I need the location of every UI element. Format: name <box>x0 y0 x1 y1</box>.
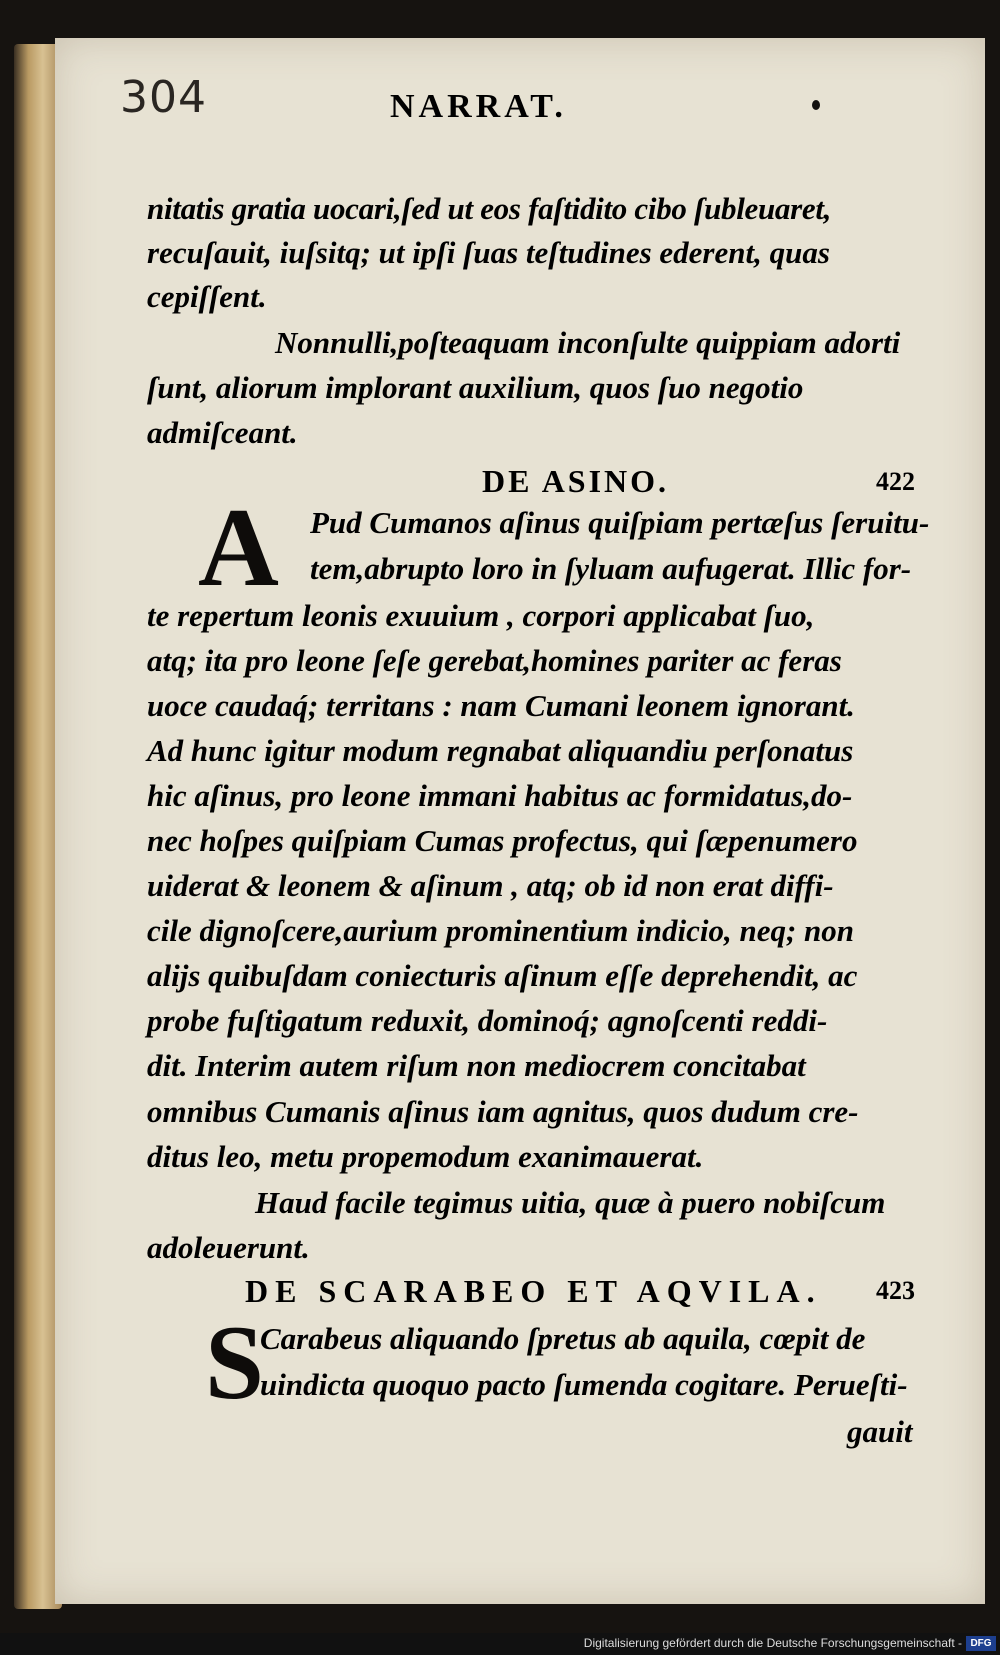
text-line: cile dignoſcere,aurium prominentium indicio, neq; non <box>147 913 855 948</box>
fable-number: 423 <box>876 1276 915 1305</box>
handwritten-page-number: 304 <box>120 72 207 123</box>
text-line: Nonnulli,poſteaquam inconſulte quippiam adorti <box>275 325 901 360</box>
text-line: te repertum leonis exuuium , corpori applicabat ſuo, <box>147 598 815 633</box>
text-line: recuſauit, iuſsitq; ut ipſi ſuas teſtudines ederent, quas <box>147 235 830 270</box>
text-line: ſunt, aliorum implorant auxilium, quos ſuo negotio <box>147 370 804 405</box>
text-line: admiſceant. <box>147 415 298 450</box>
text-line: uindicta quoquo pacto ſumenda cogitare. Perueſti- <box>260 1367 908 1402</box>
text-line: uoce caudaq́; territans : nam Cumani leonem ignorant. <box>147 688 855 723</box>
text-line: alijs quibuſdam coniecturis aſinum eſſe deprehendit, ac <box>147 958 858 993</box>
text-line: cepiſſent. <box>147 279 267 314</box>
text-line: hic aſinus, pro leone immani habitus ac formidatus,do- <box>147 778 853 813</box>
text-line: adoleuerunt. <box>147 1230 310 1265</box>
section-heading-de-scarabeo: DE SCARABEO ET AQVILA. <box>245 1273 822 1309</box>
text-line: omnibus Cumanis aſinus iam agnitus, quos dudum cre- <box>147 1094 859 1129</box>
section-heading-de-asino: DE ASINO. <box>482 463 670 499</box>
drop-cap-initial: A <box>198 486 279 610</box>
fable-number: 422 <box>876 467 915 496</box>
funding-notice: Digitalisierung gefördert durch die Deutsche Forschungsgemeinschaft - <box>583 1636 962 1650</box>
catchword: gauit <box>847 1414 913 1449</box>
text-line: Pud Cumanos aſinus quiſpiam pertæſus ſeruitu- <box>310 505 930 540</box>
text-line: tem,abrupto loro in ſyluam aufugerat. Illic for- <box>310 551 912 586</box>
running-head: NARRAT. <box>390 88 567 125</box>
text-line: nec hoſpes quiſpiam Cumas profectus, qui ſæpenumero <box>147 823 858 858</box>
text-line: atq; ita pro leone ſeſe gerebat,homines pariter ac feras <box>147 643 842 678</box>
text-line: Ad hunc igitur modum regnabat aliquandiu perſonatus <box>147 733 854 768</box>
text-line: Carabeus aliquando ſpretus ab aquila, cœpit de <box>260 1321 866 1356</box>
text-line: dit. Interim autem riſum non mediocrem concitabat <box>147 1048 806 1083</box>
text-line: ditus leo, metu propemodum exanimauerat. <box>147 1139 704 1174</box>
text-line: probe fuſtigatum reduxit, dominoq́; agnoſcenti reddi- <box>147 1003 828 1038</box>
text-line: Haud facile tegimus uitia, quæ à puero nobiſcum <box>255 1185 886 1220</box>
dfg-logo: DFG <box>966 1636 996 1651</box>
ink-dot <box>812 100 820 110</box>
drop-cap-initial: S <box>205 1304 264 1421</box>
text-line: nitatis gratia uocari,ſed ut eos faſtidito cibo ſubleuaret, <box>147 191 832 226</box>
text-line: uiderat & leonem & aſinum , atq; ob id non erat diffi- <box>147 868 834 903</box>
